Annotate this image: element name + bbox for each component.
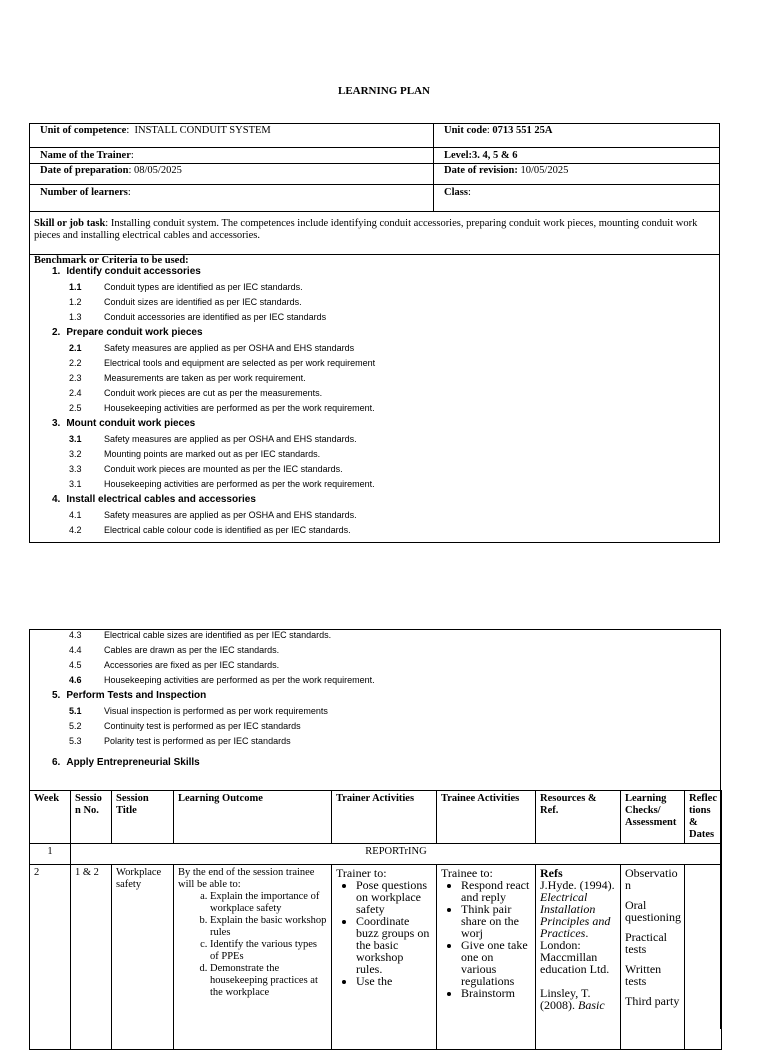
row2-reflections xyxy=(685,865,722,1050)
benchmark-number: 2.2 xyxy=(69,358,82,368)
ref1-publisher: . London: Maccmillan education Ltd. xyxy=(540,926,610,976)
list-item: • Give one take one on various regulations xyxy=(461,939,531,987)
benchmark-label: Benchmark or Criteria to be used: xyxy=(34,255,189,266)
benchmark-text: Identify conduit accessories xyxy=(66,266,201,277)
benchmark-number: 2.1 xyxy=(69,343,82,353)
outcome-list xyxy=(178,891,327,999)
benchmark-number: 3.1 xyxy=(69,434,82,444)
header-resources: Resources & Ref. xyxy=(536,791,621,844)
row1-week: 1 xyxy=(30,844,71,865)
rev-value: 10/05/2025 xyxy=(520,165,569,176)
benchmark-text: Continuity test is performed as per IEC standards xyxy=(104,721,301,731)
benchmark-criterion xyxy=(69,343,355,353)
benchmark-number: 2.5 xyxy=(69,403,82,413)
benchmark-criterion xyxy=(69,358,376,368)
trainee-intro: Trainee to: xyxy=(441,866,493,880)
assessment-item: Practical tests xyxy=(625,930,667,956)
benchmark-text: Prepare conduit work pieces xyxy=(66,327,203,338)
session-plan-table xyxy=(29,790,722,1050)
reference-2 xyxy=(540,987,616,1011)
header-assessment: Learning Checks/ Assessment xyxy=(621,791,685,844)
class-cell: Class: xyxy=(444,187,471,198)
header-session-no: Sessio n No. xyxy=(71,791,112,844)
ref1-title: Electrical Installation Principles and Practices xyxy=(540,890,611,940)
ref1-author: J.Hyde. (1994). xyxy=(540,878,615,892)
benchmark-number: 4.3 xyxy=(69,630,82,640)
benchmark-criterion xyxy=(69,297,302,307)
reference-1 xyxy=(540,879,616,975)
benchmark-criterion xyxy=(69,525,351,535)
benchmark-text: Housekeeping activities are performed as per the work requirement. xyxy=(104,675,375,685)
skill-task: Skill or job task: Installing conduit system. The competences include identifying conduit accessories, preparing conduit work pieces, mounting conduit work pieces and installing electrical cables and accessories. xyxy=(34,218,698,241)
benchmark-text: Conduit work pieces are mounted as per the IEC standards. xyxy=(104,464,343,474)
benchmark-text: Conduit types are identified as per IEC standards. xyxy=(104,282,303,292)
list-item: a. Explain the importance of workplace safety xyxy=(210,891,327,915)
row1-reporting: REPORTrING xyxy=(71,844,722,865)
row2-trainer-activities xyxy=(332,865,437,1050)
benchmark-text: Conduit work pieces are cut as per the measurements. xyxy=(104,388,323,398)
benchmark-number: 2.4 xyxy=(69,388,82,398)
header-trainer-activities: Trainer Activities xyxy=(332,791,437,844)
benchmark-text: Mount conduit work pieces xyxy=(66,418,196,429)
benchmark-criterion xyxy=(69,449,321,459)
benchmark-text: Housekeeping activities are performed as per the work requirement. xyxy=(104,403,375,413)
revision-date-cell xyxy=(434,164,719,184)
benchmark-text: Housekeeping activities are performed as per the work requirement. xyxy=(104,479,375,489)
benchmark-text: Safety measures are applied as per OSHA and EHS standards. xyxy=(104,434,357,444)
prep-value: 08/05/2025 xyxy=(134,165,182,176)
list-item: • Think pair share on the worj xyxy=(461,903,531,939)
benchmark-number: 6. xyxy=(52,757,61,768)
trainer-list xyxy=(336,879,432,987)
header-row-learners xyxy=(30,185,719,212)
benchmark-number: 4.6 xyxy=(69,675,82,685)
benchmark-number: 5. xyxy=(52,690,61,701)
benchmark-number: 3.1 xyxy=(69,479,82,489)
unit-value: INSTALL CONDUIT SYSTEM xyxy=(134,125,271,136)
header-row-unit xyxy=(30,124,719,148)
benchmark-heading xyxy=(52,757,200,768)
benchmark-text: Install electrical cables and accessories xyxy=(66,494,256,505)
skill-text: Installing conduit system. The competences include identifying conduit accessories, preparing conduit work pieces, mounting conduit work pieces and installing electrical cables and accessories. xyxy=(34,218,698,241)
ref2-author: Linsley, T. (2008). xyxy=(540,986,591,1012)
list-item: • Brainstorm xyxy=(461,987,531,999)
learners-label: Number of learners xyxy=(40,187,128,198)
prep-label: Date of preparation xyxy=(40,165,129,176)
learners-cell: Number of learners: xyxy=(30,185,434,211)
benchmark-text: Cables are drawn as per the IEC standards. xyxy=(104,645,280,655)
benchmark-text: Polarity test is performed as per IEC standards xyxy=(104,736,291,746)
benchmark-number: 1.2 xyxy=(69,297,82,307)
level-cell xyxy=(434,148,719,163)
benchmark-criterion xyxy=(69,510,357,520)
row2-outcome xyxy=(174,865,332,1050)
benchmark-criterion xyxy=(69,282,303,292)
benchmark-number: 4.2 xyxy=(69,525,82,535)
benchmark-heading xyxy=(52,690,206,701)
row2-resources xyxy=(536,865,621,1050)
benchmark-number: 2.3 xyxy=(69,373,82,383)
trainer-cell: Name of the Trainer: xyxy=(30,148,434,163)
benchmark-criterion xyxy=(69,706,328,716)
assessment-item: Written tests xyxy=(625,962,662,988)
benchmark-number: 2. xyxy=(52,327,61,338)
benchmark-text: Measurements are taken as per work requirement. xyxy=(104,373,306,383)
benchmark-number: 3.2 xyxy=(69,449,82,459)
header-learning-outcome: Learning Outcome xyxy=(174,791,332,844)
header-trainee-activities: Trainee Activities xyxy=(437,791,536,844)
benchmark-criterion xyxy=(69,312,327,322)
benchmark-text: Electrical cable sizes are identified as per IEC standards. xyxy=(104,630,332,640)
benchmark-criterion xyxy=(69,373,306,383)
benchmark-heading xyxy=(52,494,256,505)
benchmark-text: Perform Tests and Inspection xyxy=(66,690,207,701)
benchmark-criterion xyxy=(69,630,332,640)
class-label: Class xyxy=(444,187,468,198)
list-item: • Coordinate buzz groups on the basic workshop rules. xyxy=(356,915,432,975)
list-item: • Pose questions on workplace safety xyxy=(356,879,432,915)
ref2-title: Basic xyxy=(578,998,605,1012)
trainee-list xyxy=(441,879,531,999)
benchmark-number: 4.1 xyxy=(69,510,82,520)
benchmark-criterion xyxy=(69,675,375,685)
benchmark-text: Mounting points are marked out as per IEC standards. xyxy=(104,449,321,459)
session-table-header-row xyxy=(30,791,722,844)
benchmark-text: Conduit sizes are identified as per IEC standards. xyxy=(104,297,302,307)
benchmark-criterion xyxy=(69,388,323,398)
benchmark-criterion xyxy=(69,479,375,489)
benchmark-number: 4. xyxy=(52,494,61,505)
header-session-title: Session Title xyxy=(112,791,174,844)
assessment-item: Observatio n xyxy=(625,866,678,892)
benchmark-number: 4.5 xyxy=(69,660,82,670)
list-item: c. Identify the various types of PPEs xyxy=(210,939,327,963)
header-week: Week xyxy=(30,791,71,844)
benchmark-text: Accessories are fixed as per IEC standards. xyxy=(104,660,280,670)
benchmark-text: Visual inspection is performed as per work requirements xyxy=(104,706,328,716)
table-row xyxy=(30,844,722,865)
benchmark-text: Safety measures are applied as per OSHA and EHS standards. xyxy=(104,510,357,520)
table-row xyxy=(30,865,722,1050)
trainer-intro: Trainer to: xyxy=(336,866,387,880)
benchmark-number: 5.1 xyxy=(69,706,82,716)
unit-label: Unit of competence xyxy=(40,125,127,136)
benchmark-text: Safety measures are applied as per OSHA and EHS standards xyxy=(104,343,355,353)
benchmark-criterion xyxy=(69,736,291,746)
trainer-label: Name of the Trainer xyxy=(40,150,131,161)
row2-trainee-activities xyxy=(437,865,536,1050)
benchmark-number: 4.4 xyxy=(69,645,82,655)
benchmark-criterion xyxy=(69,721,301,731)
benchmark-number: 1.1 xyxy=(69,282,82,292)
assessment-item: Oral questioning xyxy=(625,898,681,924)
skill-label: Skill or job task xyxy=(34,218,106,229)
benchmark-text: Apply Entrepreneurial Skills xyxy=(66,757,200,768)
list-item: d. Demonstrate the housekeeping practices at the workplace xyxy=(210,963,327,999)
unit-code-cell: Unit code: 0713 551 25A xyxy=(444,125,553,136)
list-item: b. Explain the basic workshop rules xyxy=(210,915,327,939)
row2-week: 2 xyxy=(30,865,71,1050)
row2-session: 1 & 2 xyxy=(71,865,112,1050)
outcome-intro: By the end of the session trainee will be able to: xyxy=(178,867,315,890)
benchmark-criterion xyxy=(69,434,357,444)
level-value: 3. 4, 5 & 6 xyxy=(472,150,518,161)
header-row-dates xyxy=(30,164,719,185)
benchmark-number: 1. xyxy=(52,266,61,277)
benchmark-heading xyxy=(52,418,195,429)
benchmark-number: 5.3 xyxy=(69,736,82,746)
benchmark-number: 1.3 xyxy=(69,312,82,322)
assessment-item: Third party xyxy=(625,994,680,1008)
level-label: Level: xyxy=(444,150,472,161)
unit-code-value: 0713 551 25A xyxy=(492,125,553,136)
refs-title: Refs xyxy=(540,866,563,880)
benchmark-number: 3.3 xyxy=(69,464,82,474)
header-reflections: Reflec tions & Dates xyxy=(685,791,722,844)
benchmark-heading xyxy=(52,327,203,338)
benchmark-criterion xyxy=(69,660,280,670)
prep-date-cell: Date of preparation: 08/05/2025 xyxy=(30,164,434,184)
benchmark-number: 5.2 xyxy=(69,721,82,731)
header-row-trainer xyxy=(30,148,719,164)
benchmark-criterion xyxy=(69,403,375,413)
benchmark-number: 3. xyxy=(52,418,61,429)
list-item: • Use the xyxy=(356,975,432,987)
list-item: • Respond react and reply xyxy=(461,879,531,903)
benchmark-criterion xyxy=(69,464,343,474)
row2-title: Workplace safety xyxy=(112,865,174,1050)
unit-of-competence-cell: Unit of competence: INSTALL CONDUIT SYSTEM xyxy=(30,124,434,147)
page-title: LEARNING PLAN xyxy=(338,85,430,97)
unit-code-label: Unit code xyxy=(444,125,487,136)
benchmark-heading xyxy=(52,266,201,277)
benchmark-text: Electrical cable colour code is identified as per IEC standards. xyxy=(104,525,351,535)
row2-assessment xyxy=(621,865,685,1050)
benchmark-criterion xyxy=(69,645,280,655)
benchmark-text: Electrical tools and equipment are selected as per work requirement xyxy=(104,358,376,368)
benchmark-text: Conduit accessories are identified as per IEC standards xyxy=(104,312,327,322)
rev-label: Date of revision: xyxy=(444,165,518,176)
